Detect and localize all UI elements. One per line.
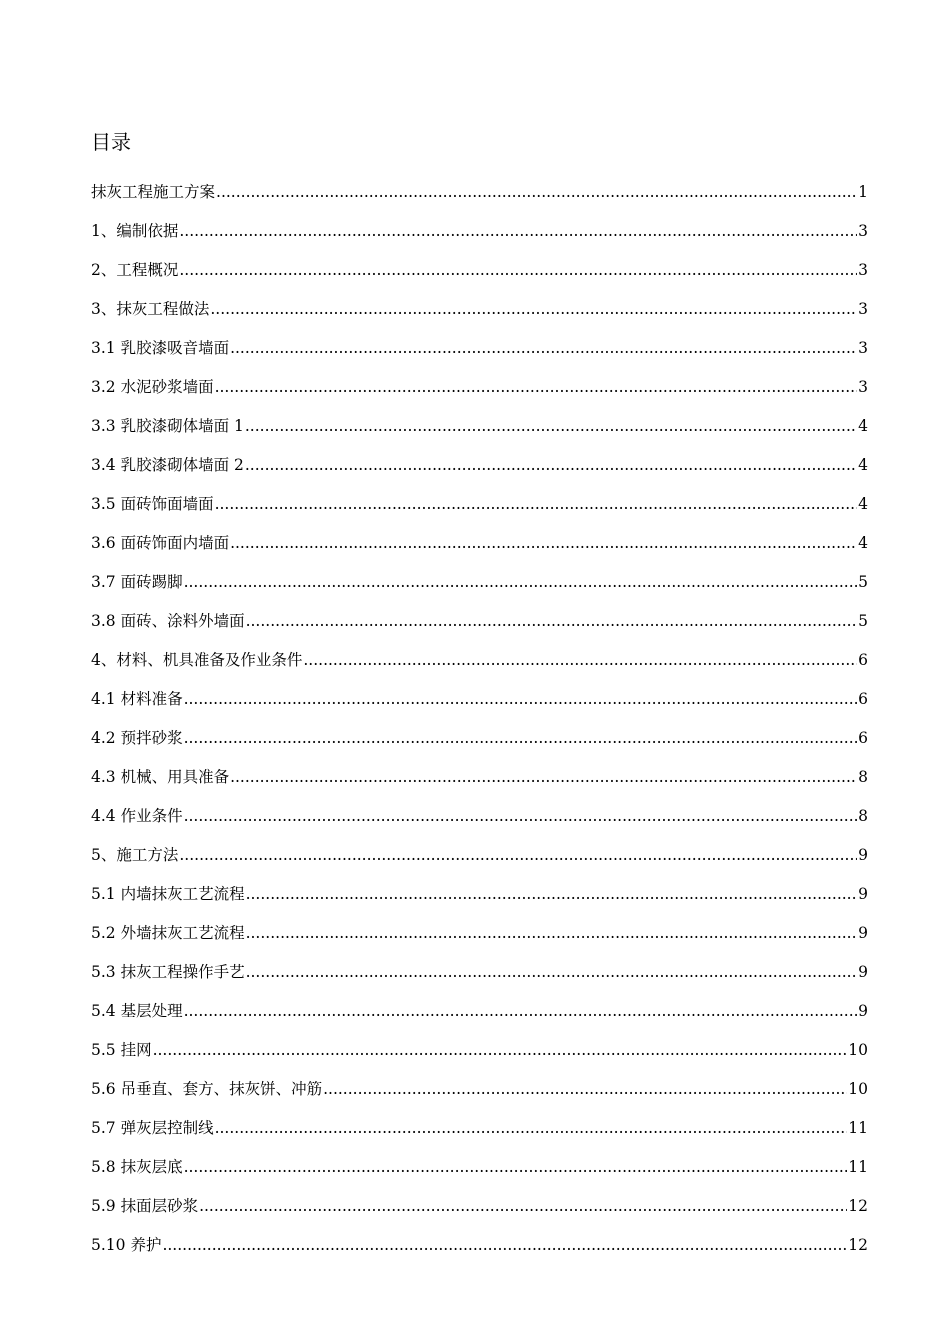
toc-dot-leader (216, 179, 857, 205)
toc-entry[interactable] (91, 959, 868, 998)
toc-entry-page-number: 12 (848, 1197, 868, 1215)
toc-list (91, 179, 868, 1271)
toc-dot-leader (179, 842, 857, 868)
toc-entry[interactable] (91, 1193, 868, 1232)
toc-entry-text: 5.9 抹面层砂浆 (91, 1197, 199, 1215)
toc-entry[interactable] (91, 1037, 868, 1076)
toc-entry-page-number: 3 (858, 222, 868, 240)
toc-entry-page-number: 9 (858, 924, 868, 942)
toc-entry-page-number: 9 (858, 846, 868, 864)
toc-entry-page-number: 8 (858, 768, 868, 786)
toc-entry-text: 4.1 材料准备 (91, 690, 183, 708)
toc-dot-leader (153, 1037, 848, 1063)
toc-dot-leader (230, 764, 857, 790)
toc-entry[interactable] (91, 842, 868, 881)
toc-entry-text: 5.8 抹灰层底 (91, 1158, 183, 1176)
toc-entry[interactable] (91, 764, 868, 803)
toc-entry-text: 5.7 弹灰层控制线 (91, 1119, 214, 1137)
toc-dot-leader (245, 452, 857, 478)
toc-entry-text: 5.5 挂网 (91, 1041, 152, 1059)
toc-dot-leader (184, 569, 858, 595)
toc-entry[interactable] (91, 686, 868, 725)
toc-entry[interactable] (91, 335, 868, 374)
toc-entry[interactable] (91, 1115, 868, 1154)
toc-dot-leader (323, 1076, 847, 1102)
toc-entry[interactable] (91, 179, 868, 218)
toc-dot-leader (246, 881, 858, 907)
toc-entry[interactable] (91, 881, 868, 920)
toc-entry-text: 2、工程概况 (91, 261, 179, 279)
toc-entry-text: 3.2 水泥砂浆墙面 (91, 378, 214, 396)
toc-dot-leader (303, 647, 857, 673)
toc-entry[interactable] (91, 257, 868, 296)
toc-dot-leader (184, 998, 858, 1024)
toc-entry[interactable] (91, 452, 868, 491)
toc-entry[interactable] (91, 608, 868, 647)
toc-entry-page-number: 9 (858, 885, 868, 903)
toc-entry-page-number: 9 (858, 1002, 868, 1020)
toc-entry-page-number: 4 (858, 534, 868, 552)
toc-entry-page-number: 6 (858, 651, 868, 669)
toc-entry-text: 5.6 吊垂直、套方、抹灰饼、冲筋 (91, 1080, 323, 1098)
toc-dot-leader (245, 413, 857, 439)
toc-dot-leader (179, 257, 857, 283)
toc-entry[interactable] (91, 374, 868, 413)
toc-entry-text: 3.7 面砖踢脚 (91, 573, 183, 591)
toc-entry-page-number: 10 (848, 1041, 868, 1059)
toc-entry-page-number: 12 (848, 1236, 868, 1254)
toc-entry-page-number: 4 (858, 456, 868, 474)
toc-entry[interactable] (91, 1232, 868, 1271)
toc-entry-text: 4.3 机械、用具准备 (91, 768, 230, 786)
toc-entry-page-number: 3 (858, 339, 868, 357)
toc-entry-text: 5.1 内墙抹灰工艺流程 (91, 885, 245, 903)
toc-entry-text: 3.1 乳胶漆吸音墙面 (91, 339, 230, 357)
toc-dot-leader (199, 1193, 847, 1219)
toc-entry-text: 3.4 乳胶漆砌体墙面 2 (91, 456, 244, 474)
toc-dot-leader (184, 725, 858, 751)
toc-entry[interactable] (91, 1154, 868, 1193)
toc-entry[interactable] (91, 530, 868, 569)
toc-dot-leader (246, 959, 858, 985)
toc-dot-leader (215, 491, 858, 517)
toc-entry-page-number: 4 (858, 495, 868, 513)
toc-entry-text: 5.10 养护 (91, 1236, 162, 1254)
toc-entry-text: 5.3 抹灰工程操作手艺 (91, 963, 245, 981)
toc-entry-text: 4.4 作业条件 (91, 807, 183, 825)
toc-entry-page-number: 6 (858, 690, 868, 708)
toc-title: 目录 (91, 130, 131, 154)
toc-entry[interactable] (91, 998, 868, 1037)
toc-entry[interactable] (91, 725, 868, 764)
toc-entry-text: 3、抹灰工程做法 (91, 300, 210, 318)
toc-entry-page-number: 3 (858, 261, 868, 279)
toc-entry[interactable] (91, 296, 868, 335)
toc-entry-page-number: 9 (858, 963, 868, 981)
toc-dot-leader (246, 920, 858, 946)
toc-dot-leader (246, 608, 858, 634)
toc-entry[interactable] (91, 413, 868, 452)
toc-entry-text: 5.2 外墙抹灰工艺流程 (91, 924, 245, 942)
toc-entry-text: 1、编制依据 (91, 222, 179, 240)
toc-entry-page-number: 11 (848, 1158, 868, 1176)
toc-entry-page-number: 6 (858, 729, 868, 747)
toc-entry-page-number: 3 (858, 300, 868, 318)
toc-entry[interactable] (91, 647, 868, 686)
toc-entry[interactable] (91, 1076, 868, 1115)
toc-entry-text: 4、材料、机具准备及作业条件 (91, 651, 303, 669)
toc-dot-leader (210, 296, 857, 322)
toc-dot-leader (184, 803, 858, 829)
toc-entry[interactable] (91, 803, 868, 842)
toc-entry-page-number: 5 (858, 573, 868, 591)
toc-entry-text: 5.4 基层处理 (91, 1002, 183, 1020)
toc-dot-leader (215, 1115, 848, 1141)
toc-entry-text: 4.2 预拌砂浆 (91, 729, 183, 747)
toc-entry-text: 3.8 面砖、涂料外墙面 (91, 612, 245, 630)
toc-entry[interactable] (91, 218, 868, 257)
toc-dot-leader (215, 374, 858, 400)
toc-entry-page-number: 1 (858, 183, 868, 201)
toc-entry-text: 3.3 乳胶漆砌体墙面 1 (91, 417, 244, 435)
toc-entry-text: 5、施工方法 (91, 846, 179, 864)
toc-dot-leader (162, 1232, 847, 1258)
toc-entry-page-number: 8 (858, 807, 868, 825)
toc-entry-text: 3.6 面砖饰面内墙面 (91, 534, 230, 552)
toc-entry-page-number: 5 (858, 612, 868, 630)
toc-entry[interactable] (91, 920, 868, 959)
toc-entry-page-number: 3 (858, 378, 868, 396)
toc-entry-text: 抹灰工程施工方案 (91, 183, 216, 201)
toc-entry[interactable] (91, 569, 868, 608)
toc-entry-page-number: 10 (848, 1080, 868, 1098)
toc-entry[interactable] (91, 491, 868, 530)
toc-entry-page-number: 11 (848, 1119, 868, 1137)
toc-entry-text: 3.5 面砖饰面墙面 (91, 495, 214, 513)
toc-dot-leader (230, 530, 857, 556)
toc-dot-leader (179, 218, 857, 244)
toc-dot-leader (184, 686, 858, 712)
toc-entry-page-number: 4 (858, 417, 868, 435)
toc-dot-leader (184, 1154, 848, 1180)
toc-dot-leader (230, 335, 857, 361)
